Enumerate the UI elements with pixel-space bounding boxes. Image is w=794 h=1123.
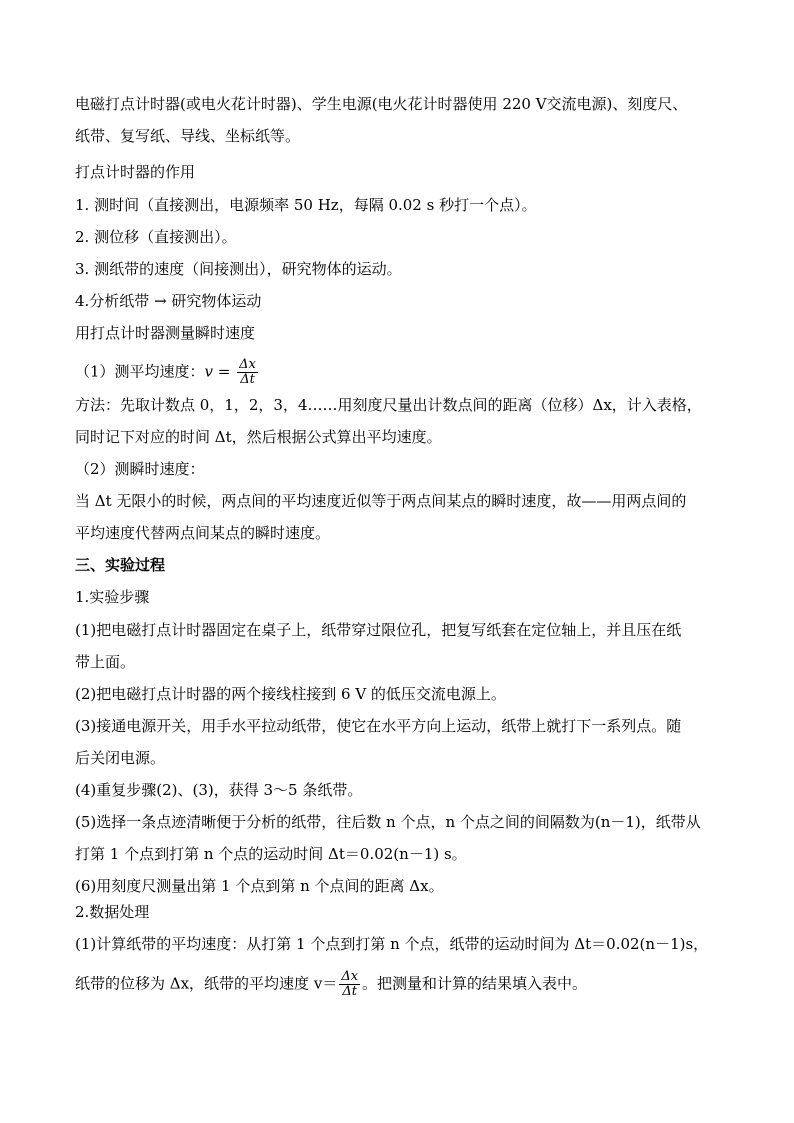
timer-function-heading: 打点计时器的作用 [75, 163, 196, 181]
section-heading-experiment-process: 三、实验过程 [75, 556, 166, 574]
method-line-2: 同时记下对应的时间 Δt，然后根据公式算出平均速度。 [75, 428, 442, 446]
instant-velocity-line-1: 当 Δt 无限小的时候，两点间的平均速度近似等于两点间某点的瞬时速度，故——用两点间的 [75, 492, 687, 510]
velocity-fraction [237, 358, 258, 387]
method-line-1: 方法：先取计数点 0，1，2，3，4……用刻度尺量出计数点间的距离（位移）Δx，计入表格， [75, 396, 702, 414]
materials-line-1: 电磁打点计时器(或电火花计时器)、学生电源(电火花计时器使用 220 V交流电源)、刻度尺、 [75, 95, 688, 113]
fraction-denominator: Δt [240, 372, 255, 387]
velocity-symbol: v [204, 362, 214, 381]
data-processing-heading: 2.数据处理 [75, 903, 150, 921]
step-1-line-2: 带上面。 [75, 653, 136, 671]
function-item-4: 4.分析纸带 → 研究物体运动 [75, 292, 262, 310]
step-3-line-2: 后关闭电源。 [75, 749, 166, 767]
step-2: (2)把电磁打点计时器的两个接线柱接到 6 V 的低压交流电源上。 [75, 685, 506, 703]
fraction-numerator: Δx [239, 357, 256, 372]
fraction-denominator: Δt [342, 984, 357, 999]
function-item-3: 3. 测纸带的速度（间接测出），研究物体的运动。 [75, 260, 402, 278]
step-5-line-2: 打第 1 个点到打第 n 个点的运动时间 Δt＝0.02(n－1) s。 [75, 845, 467, 863]
step-6: (6)用刻度尺测量出第 1 个点到第 n 个点间的距离 Δx。 [75, 877, 444, 895]
step-4: (4)重复步骤(2)、(3)，获得 3～5 条纸带。 [75, 781, 363, 799]
data-processing-line-1: (1)计算纸带的平均速度：从打第 1 个点到打第 n 个点，纸带的运动时间为 Δt＝0.02(n－1)s， [75, 935, 709, 953]
fill-table-text: 。把测量和计算的结果填入表中。 [362, 974, 588, 993]
step-5-line-1: (5)选择一条点迹清晰便于分析的纸带，往后数 n 个点，n 个点之间的间隔数为(n－1)，纸带从 [75, 813, 701, 831]
fraction-numerator: Δx [341, 969, 359, 984]
average-velocity-label: （1）测平均速度： [75, 362, 205, 381]
step-1-line-1: (1)把电磁打点计时器固定在桌子上，纸带穿过限位孔，把复写纸套在定位轴上，并且压在纸 [75, 621, 682, 639]
displacement-text: 纸带的位移为 Δx，纸带的平均速度 v＝ [75, 974, 338, 993]
instant-velocity-heading: 用打点计时器测量瞬时速度 [75, 324, 256, 342]
data-processing-line-2 [75, 970, 587, 999]
average-velocity-fraction [339, 970, 360, 999]
step-3-line-1: (3)接通电源开关，用手水平拉动纸带，使它在水平方向上运动，纸带上就打下一系列点。随 [75, 717, 682, 735]
function-item-2: 2. 测位移（直接测出）。 [75, 228, 237, 246]
equals-sign: = [213, 362, 236, 381]
instant-velocity-line-2: 平均速度代替两点间某点的瞬时速度。 [75, 524, 331, 542]
function-item-1: 1. 测时间（直接测出，电源频率 50 Hz，每隔 0.02 s 秒打一个点）。 [75, 196, 537, 214]
instant-velocity-subheading: （2）测瞬时速度： [75, 460, 205, 478]
materials-line-2: 纸带、复写纸、导线、坐标纸等。 [75, 127, 301, 145]
average-velocity-formula-line [75, 358, 260, 387]
steps-heading: 1.实验步骤 [75, 588, 150, 606]
